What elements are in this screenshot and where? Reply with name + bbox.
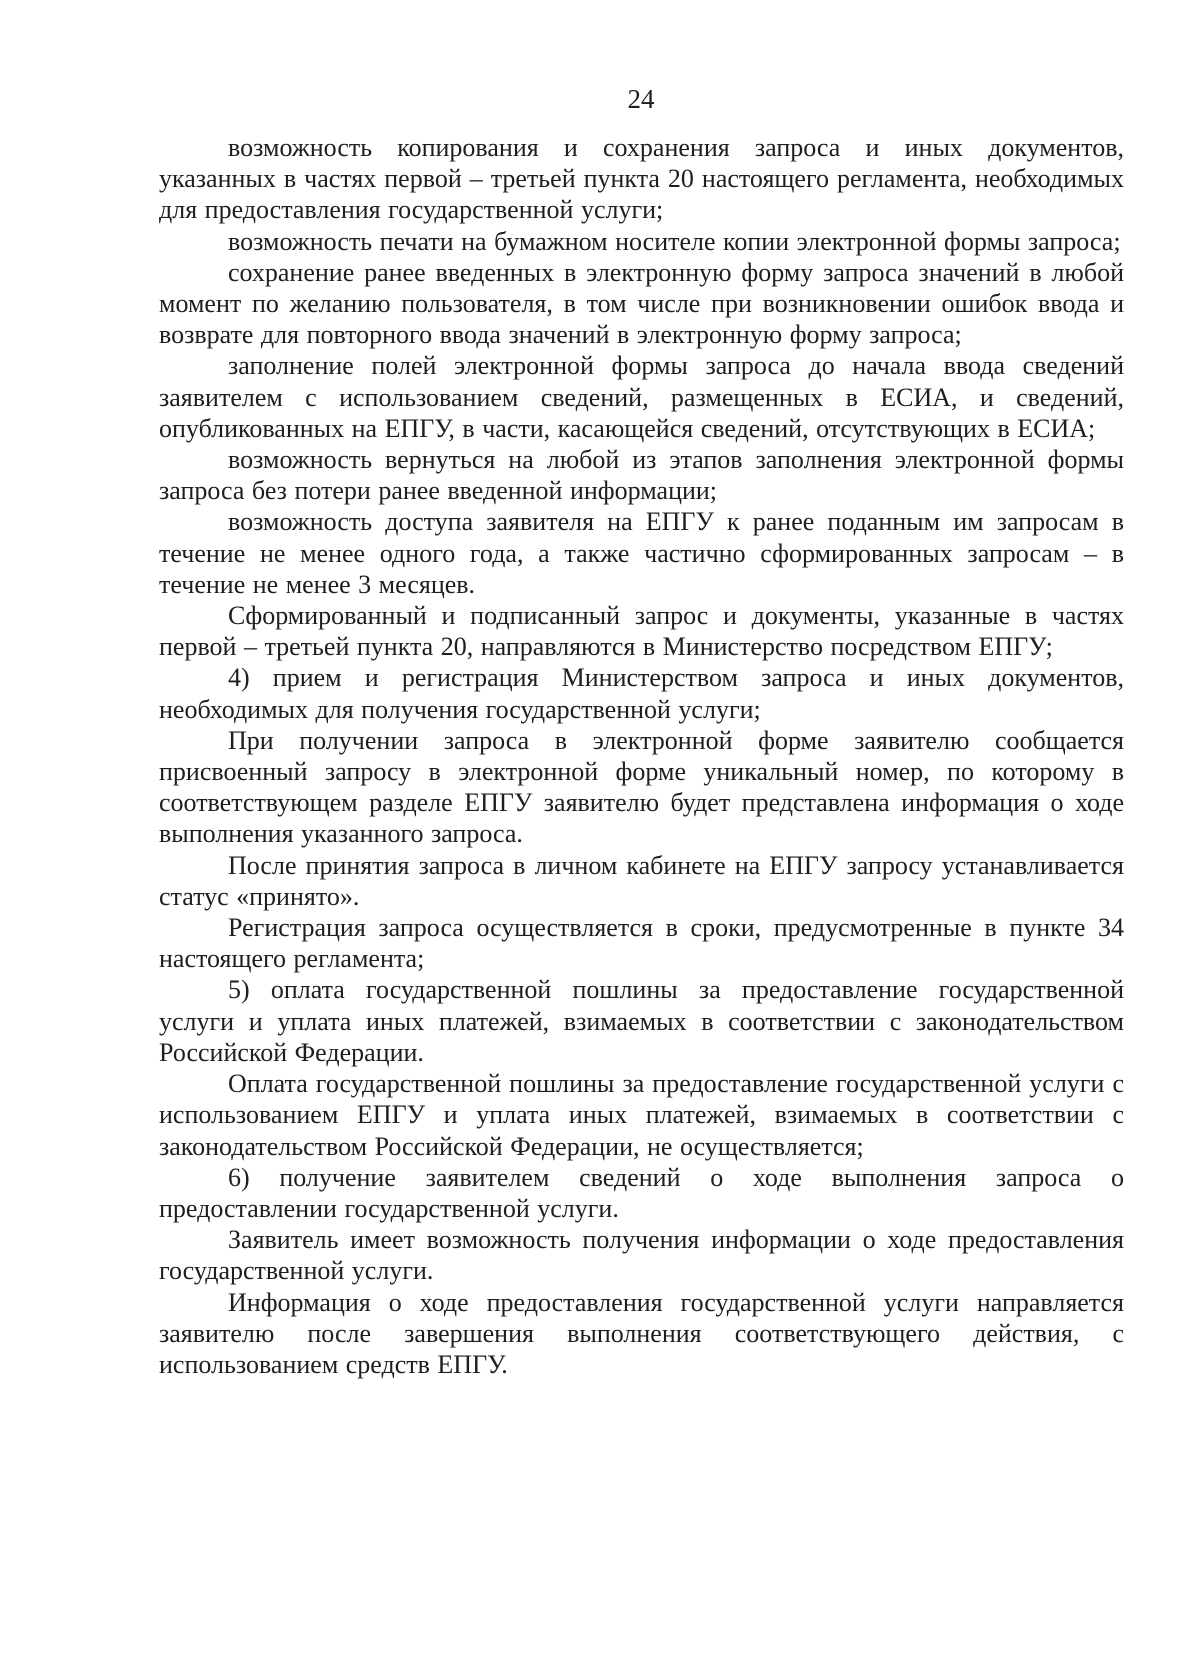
- paragraph: Заявитель имеет возможность получения информации о ходе предоставления государственной услуги.: [159, 1225, 1124, 1286]
- paragraph: сохранение ранее введенных в электронную форму запроса значений в любой момент по желанию пользователя, в том числе при возникновении ошибок ввода и возврате для повторного ввода значений в электронную форму запроса;: [159, 257, 1124, 350]
- paragraph: Сформированный и подписанный запрос и документы, указанные в частях первой – третьей пункта 20, направляются в Министерство посредством ЕПГУ;: [159, 601, 1124, 662]
- page-number: 24: [627, 84, 655, 114]
- paragraph: 5) оплата государственной пошлины за предоставление государственной услуги и уплата иных платежей, взимаемых в соответствии с законодательством Российской Федерации.: [159, 975, 1124, 1067]
- paragraph: возможность копирования и сохранения запроса и иных документов, указанных в частях первой – третьей пункта 20 настоящего регламента, необходимых для предоставления государственной услуги;: [159, 133, 1124, 225]
- paragraph: 6) получение заявителем сведений о ходе выполнения запроса о предоставлении государственной услуги.: [159, 1162, 1124, 1223]
- paragraph: При получении запроса в электронной форме заявителю сообщается присвоенный запросу в электронной форме уникальный номер, по которому в соответствующем разделе ЕПГУ заявителю будет представлена информация о ходе выполнения указанного запроса.: [159, 725, 1124, 849]
- paragraph: Оплата государственной пошлины за предоставление государственной услуги с использованием ЕПГУ и уплата иных платежей, взимаемых в соответствии с законодательством Российской Федерации, не осуществляется;: [159, 1069, 1124, 1161]
- paragraph: Регистрация запроса осуществляется в сроки, предусмотренные в пункте 34 настоящего регламента;: [159, 913, 1124, 974]
- paragraph: После принятия запроса в личном кабинете на ЕПГУ запросу устанавливается статус «принято».: [159, 850, 1124, 911]
- paragraph: возможность доступа заявителя на ЕПГУ к ранее поданным им запросам в течение не менее одного года, а также частично сформированных запросам – в течение не менее 3 месяцев.: [159, 507, 1124, 599]
- paragraph: заполнение полей электронной формы запроса до начала ввода сведений заявителем с использованием сведений, размещенных в ЕСИА, и сведений, опубликованных на ЕПГУ, в части, касающейся сведений, отсутствующих в ЕСИА;: [159, 351, 1124, 443]
- paragraph: возможность печати на бумажном носителе копии электронной формы запроса;: [228, 226, 1121, 256]
- paragraph: Информация о ходе предоставления государственной услуги направляется заявителю после завершения выполнения соответствующего действия, с использованием средств ЕПГУ.: [159, 1287, 1124, 1379]
- document-body: [159, 132, 1124, 1380]
- paragraph: возможность вернуться на любой из этапов заполнения электронной формы запроса без потери ранее введенной информации;: [159, 445, 1124, 506]
- paragraph: 4) прием и регистрация Министерством запроса и иных документов, необходимых для получения государственной услуги;: [159, 663, 1124, 724]
